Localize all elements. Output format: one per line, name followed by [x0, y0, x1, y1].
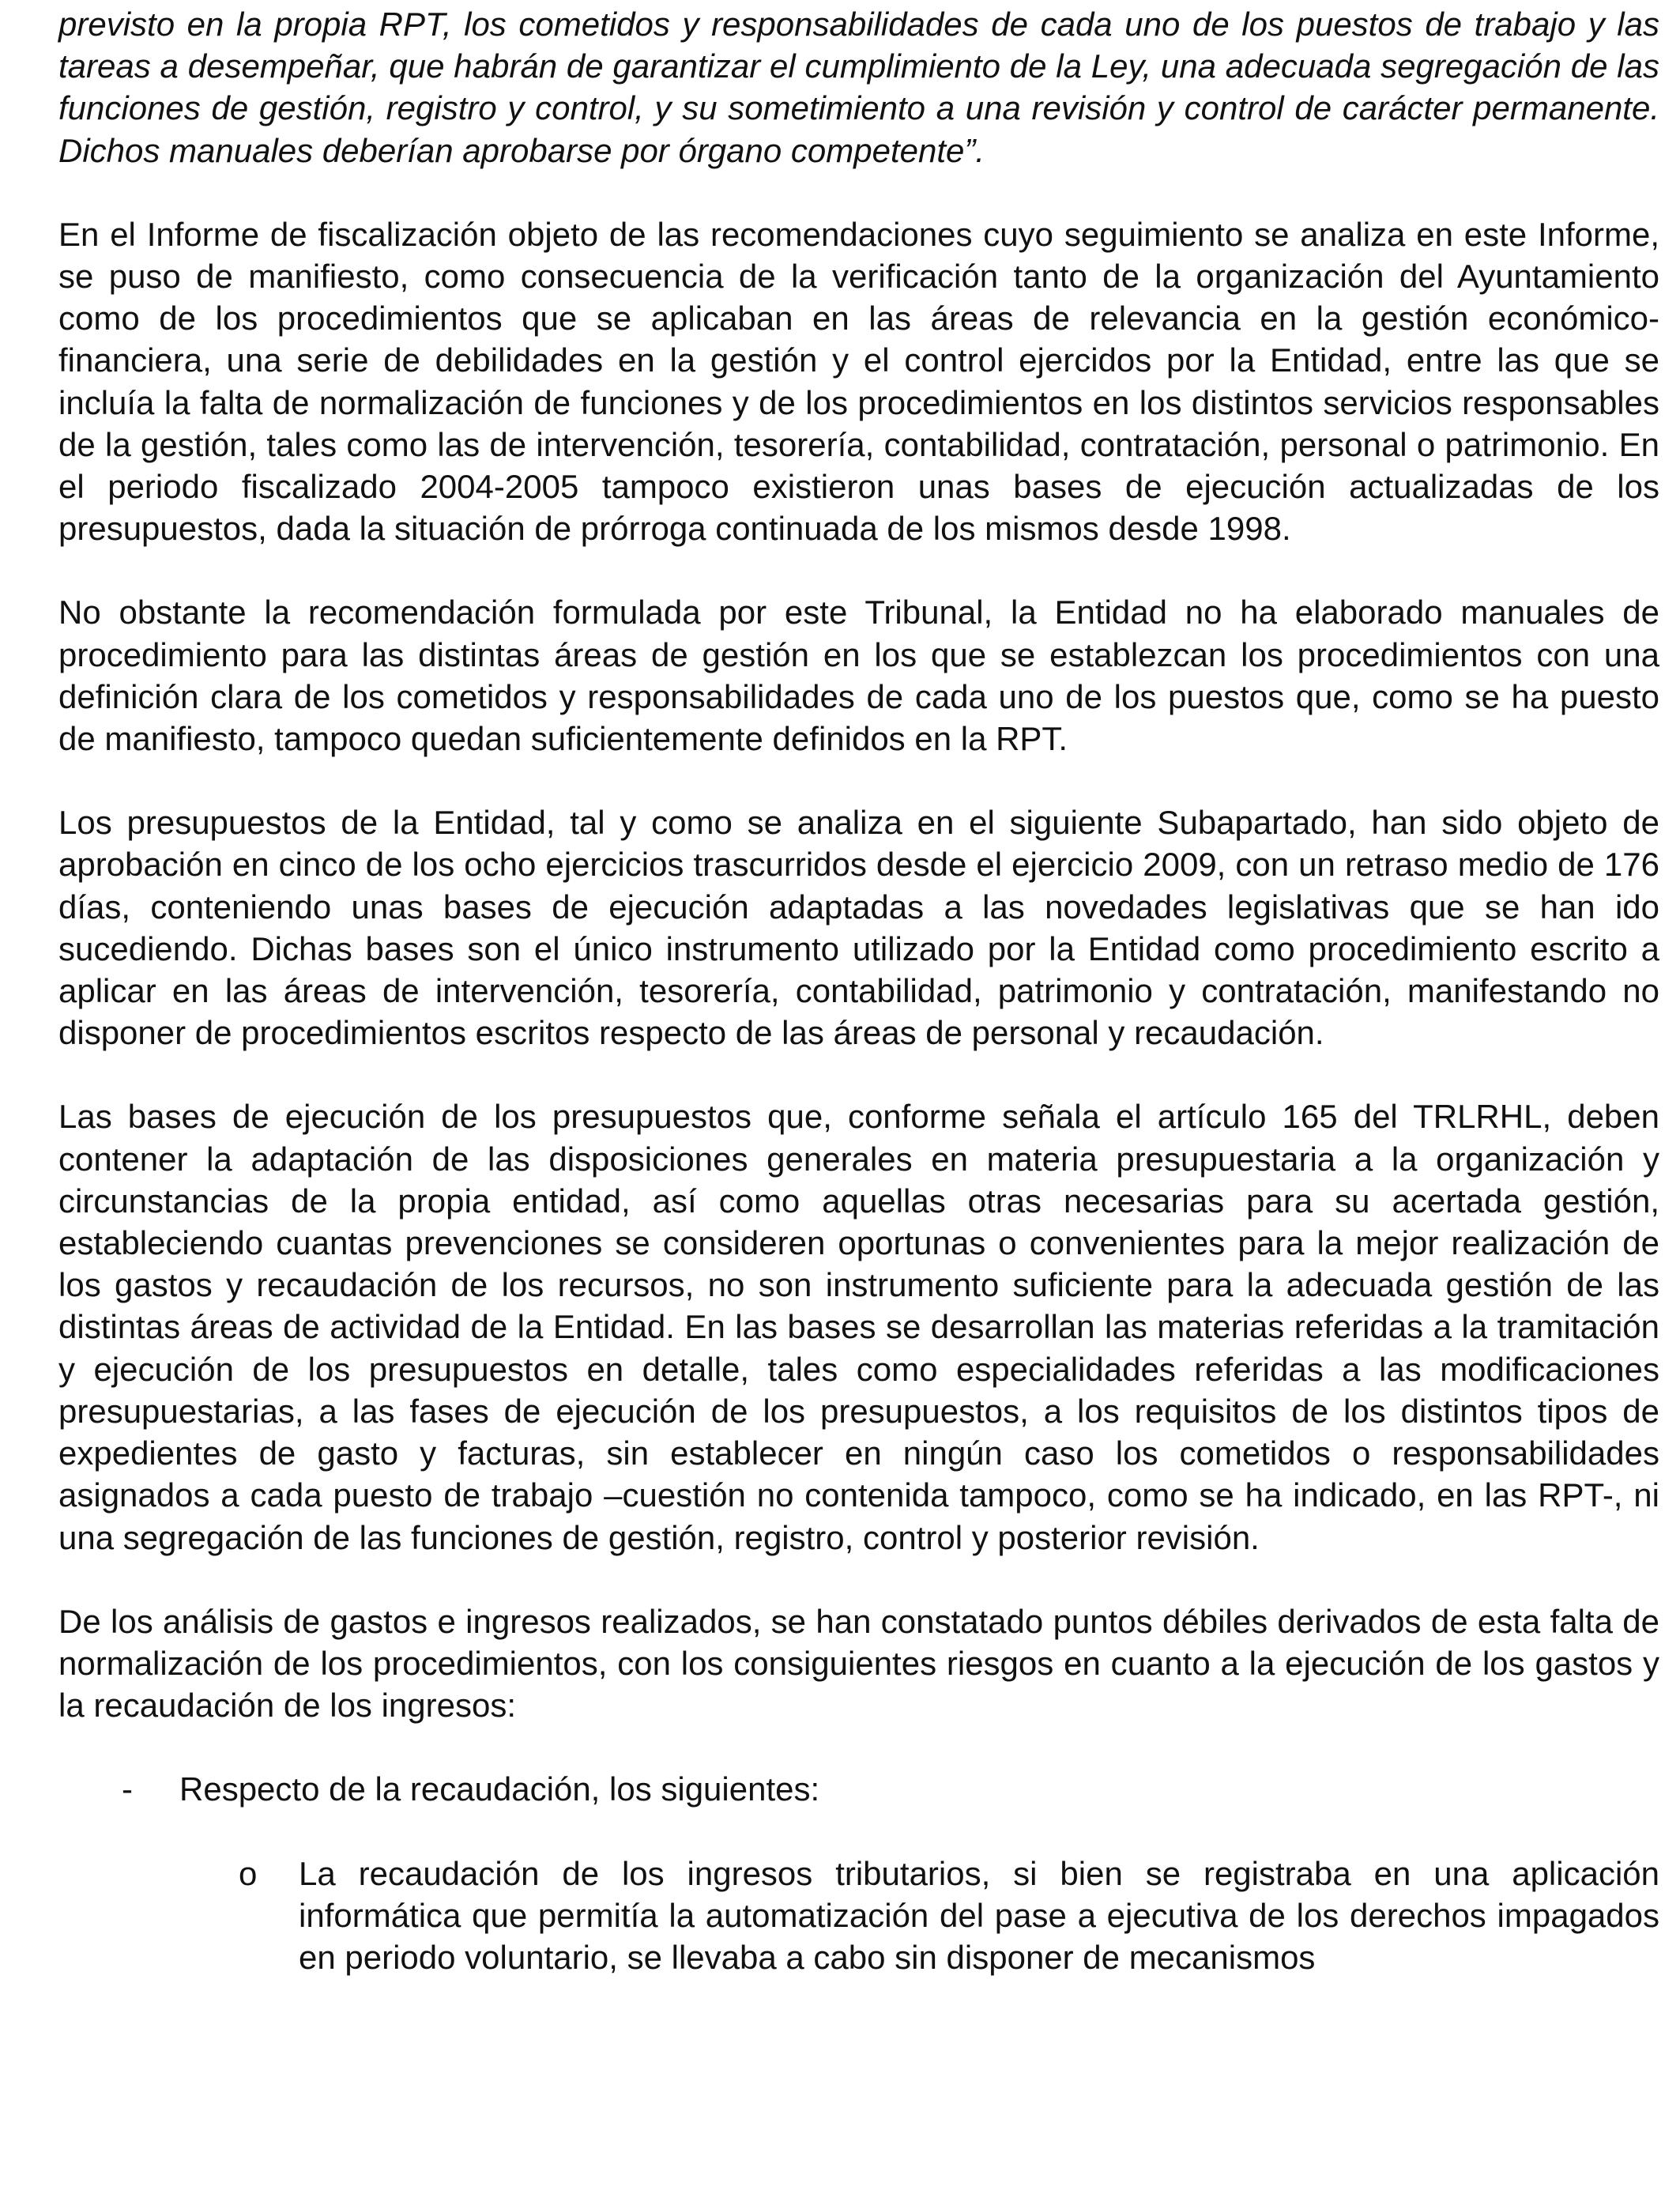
sub-bullet-list — [58, 1853, 1659, 1979]
document-page — [58, 3, 1659, 1978]
list-item-text: Respecto de la recaudación, los siguientes: — [179, 1770, 820, 1808]
paragraph-presupuestos: Los presupuestos de la Entidad, tal y como se analiza en el siguiente Subapartado, han sido objeto de aprobación en cinco de los ocho ejercicios trascurridos desde el ejercicio 2009, con un retraso medio de 176 días, conteniendo unas bases de ejecución adaptadas a las novedades legislativas que se han ido sucediendo. Dichas bases son el único instrumento utilizado por la Entidad como procedimiento escrito a aplicar en las áreas de intervención, tesorería, contabilidad, patrimonio y contratación, manifestando no disponer de procedimientos escritos respecto de las áreas de personal y recaudación. — [58, 804, 1659, 1052]
paragraph-informe: En el Informe de fiscalización objeto de las recomendaciones cuyo seguimiento se analiza en este Informe, se puso de manifiesto, como consecuencia de la verificación tanto de la organización del Ayuntamiento como de los procedimientos que se aplicaban en las áreas de relevancia en la gestión económico-financiera, una serie de debilidades en la gestión y el control ejercidos por la Entidad, entre las que se incluía la falta de normalización de funciones y de los procedimientos en los distintos servicios responsables de la gestión, tales como las de intervención, tesorería, contabilidad, contratación, personal o patrimonio. En el periodo fiscalizado 2004-2005 tampoco existieron unas bases de ejecución actualizadas de los presupuestos, dada la situación de prórroga continuada de los mismos desde 1998. — [58, 215, 1659, 548]
circle-bullet: o — [239, 1854, 258, 1892]
paragraph-quote: previsto en la propia RPT, los cometidos y responsabilidades de cada uno de los puestos de trabajo y las tareas a desempeñar, que habrán de garantizar el cumplimiento de la Ley, una adecuada segregación de las funciones de gestión, registro y control, y su sometimiento a una revisión y control de carácter permanente. Dichos manuales deberían aprobarse por órgano competente”. — [58, 6, 1659, 169]
sub-list-item-text: La recaudación de los ingresos tributarios, si bien se registraba en una aplicación informática que permitía la automatización del pase a ejecutiva de los derechos impagados en periodo voluntario, se llevaba a cabo sin disponer de mecanismos — [299, 1854, 1659, 1976]
sub-list-item — [58, 1853, 1659, 1979]
paragraph-analisis: De los análisis de gastos e ingresos realizados, se han constatado puntos débiles derivados de esta falta de normalización de los procedimientos, con los consiguientes riesgos en cuanto a la ejecución de los gastos y la recaudación de los ingresos: — [58, 1602, 1659, 1725]
list-item — [58, 1768, 1659, 1810]
paragraph-no-obstante: No obstante la recomendación formulada por este Tribunal, la Entidad no ha elaborado manuales de procedimiento para las distintas áreas de gestión en los que se establezcan los procedimientos con una definición clara de los cometidos y responsabilidades de cada uno de los puestos que, como se ha puesto de manifiesto, tampoco quedan suficientemente definidos en la RPT. — [58, 594, 1659, 758]
dash-bullet: - — [122, 1770, 133, 1808]
paragraph-bases-ejecucion: Las bases de ejecución de los presupuestos que, conforme señala el artículo 165 del TRLRHL, deben contener la adaptación de las disposiciones generales en materia presupuestaria a la organización y circunstancias de la propia entidad, así como aquellas otras necesarias para su acertada gestión, estableciendo cuantas prevenciones se consideren oportunas o convenientes para la mejor realización de los gastos y recaudación de los recursos, no son instrumento suficiente para la adecuada gestión de las distintas áreas de actividad de la Entidad. En las bases se desarrollan las materias referidas a la tramitación y ejecución de los presupuestos en detalle, tales como especialidades referidas a las modificaciones presupuestarias, a las fases de ejecución de los presupuestos, a los requisitos de los distintos tipos de expedientes de gasto y facturas, sin establecer en ningún caso los cometidos o responsabilidades asignados a cada puesto de trabajo –cuestión no contenida tampoco, como se ha indicado, en las RPT-, ni una segregación de las funciones de gestión, registro, control y posterior revisión. — [58, 1098, 1659, 1556]
bullet-list — [58, 1768, 1659, 1810]
